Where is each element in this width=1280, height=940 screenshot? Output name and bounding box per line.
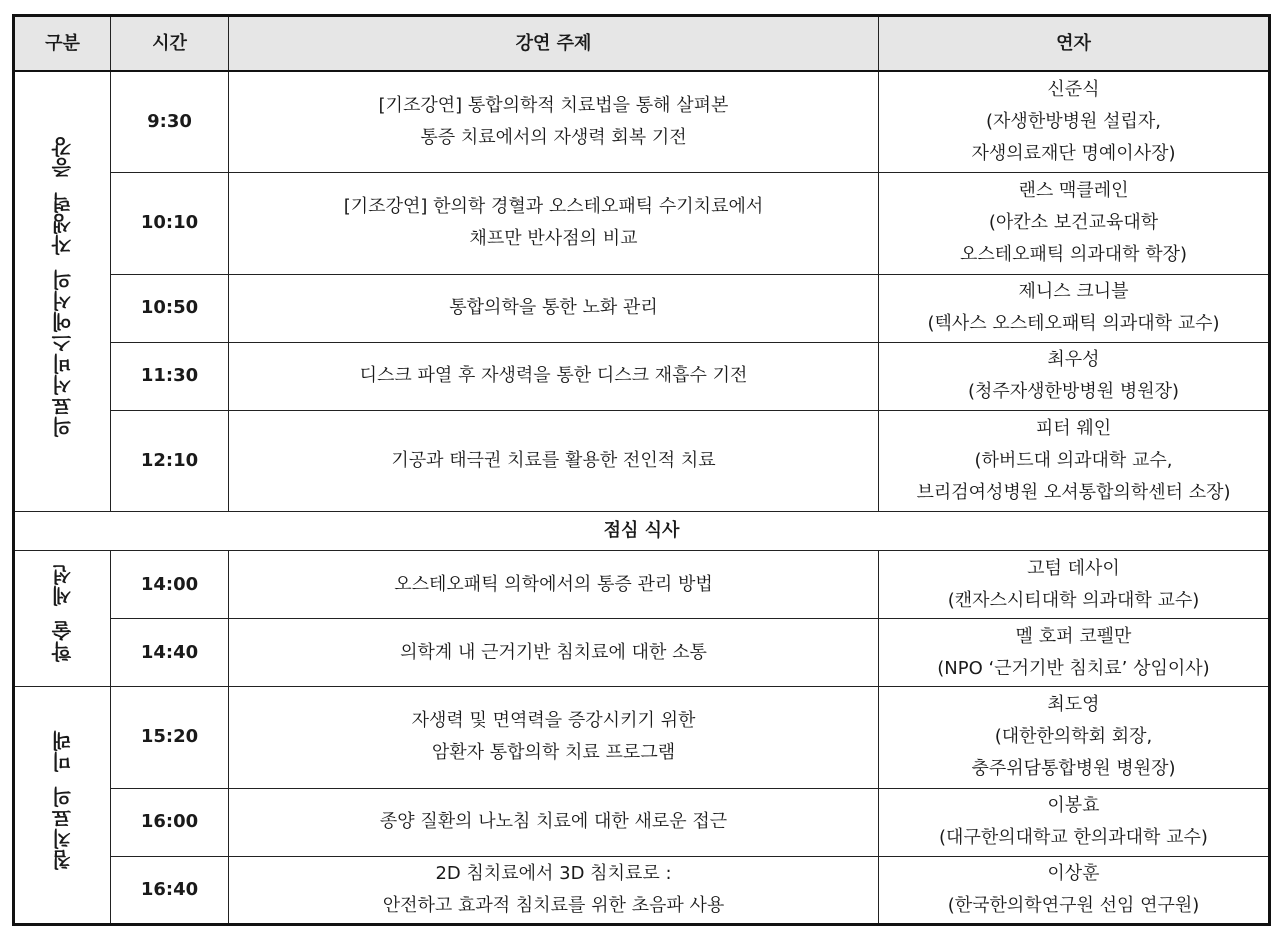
speaker-name: 이상훈: [1047, 862, 1100, 884]
topic-line: 통합의학을 통한 노화 관리: [449, 297, 658, 319]
topic-cell: [229, 687, 879, 789]
section-label: 침치료의 미래: [50, 729, 75, 870]
time-cell: 9:30: [111, 71, 229, 173]
table-row: [14, 410, 1270, 512]
speaker-affiliation: (청주자생한방병원 병원장): [967, 381, 1180, 403]
table-row: [14, 274, 1270, 342]
topic-cell: [229, 619, 879, 687]
speaker-name: 신준식: [1047, 79, 1100, 101]
topic-line: 기공과 태극권 치료를 활용한 전인적 치료: [391, 450, 716, 472]
header-row: [14, 16, 1270, 72]
topic-line: 오스테오패틱 의학에서의 통증 관리 방법: [394, 573, 713, 595]
topic-line: 암환자 통합의학 치료 프로그램: [431, 742, 676, 764]
lunch-cell: 점심 식사: [14, 512, 1270, 551]
speaker-cell: [879, 856, 1270, 924]
speaker-cell: [879, 619, 1270, 687]
topic-line: 2D 침치료에서 3D 침치료로 :: [435, 862, 672, 884]
speaker-cell: [879, 71, 1270, 173]
topic-cell: [229, 342, 879, 410]
table-row: [14, 342, 1270, 410]
topic-line: 자생력 및 면역력을 증강시키기 위한: [411, 710, 696, 732]
speaker-name: 제니스 크니블: [1018, 281, 1129, 303]
speaker-cell: [879, 173, 1270, 275]
speaker-affiliation: (대구한의대학교 한의과대학 교수): [939, 827, 1208, 849]
speaker-affiliation: 충주위담통합병원 병원장): [971, 758, 1176, 780]
speaker-affiliation: (캔자스시티대학 의과대학 교수): [947, 589, 1200, 611]
header-time: 시간: [111, 16, 229, 72]
topic-cell: [229, 410, 879, 512]
section-label: 의료서비스에서의 자생력 증강: [50, 135, 75, 437]
table-row: [14, 619, 1270, 687]
time-cell: 12:10: [111, 410, 229, 512]
program-schedule-table: [12, 14, 1271, 926]
speaker-affiliation: 브리검여성병원 오셔통합의학센터 소장): [916, 482, 1231, 504]
table-row: [14, 856, 1270, 924]
speaker-name: 피터 웨인: [1035, 418, 1112, 440]
speaker-cell: [879, 410, 1270, 512]
speaker-affiliation: 자생의료재단 명예이사장): [971, 143, 1176, 165]
speaker-affiliation: (하버드대 의과대학 교수,: [974, 450, 1173, 472]
section-label: 학술 세션: [50, 564, 75, 663]
time-cell: 10:50: [111, 274, 229, 342]
speaker-name: 고텀 데사이: [1027, 557, 1120, 579]
section-cell: [14, 71, 111, 512]
table-row: [14, 173, 1270, 275]
time-cell: 11:30: [111, 342, 229, 410]
topic-cell: [229, 274, 879, 342]
time-cell: 10:10: [111, 173, 229, 275]
table-row: [14, 551, 1270, 619]
topic-cell: [229, 551, 879, 619]
speaker-cell: [879, 687, 1270, 789]
speaker-cell: [879, 342, 1270, 410]
time-cell: 16:40: [111, 856, 229, 924]
topic-line: 의학계 내 근거기반 침치료에 대한 소통: [400, 641, 707, 663]
section-cell: [14, 687, 111, 925]
topic-line: 디스크 파열 후 자생력을 통한 디스크 재흡수 기전: [359, 365, 748, 387]
time-cell: 14:40: [111, 619, 229, 687]
speaker-name: 최우성: [1047, 349, 1100, 371]
speaker-cell: [879, 274, 1270, 342]
topic-line: 종양 질환의 나노침 치료에 대한 새로운 접근: [379, 811, 728, 833]
time-cell: 16:00: [111, 788, 229, 856]
topic-line: [기조강연] 통합의학적 치료법을 통해 살펴본: [378, 95, 729, 117]
topic-cell: [229, 856, 879, 924]
speaker-name: 이봉효: [1047, 795, 1100, 817]
header-section: 구분: [14, 16, 111, 72]
header-topic: 강연 주제: [229, 16, 879, 72]
topic-line: 안전하고 효과적 침치료를 위한 초음파 사용: [382, 894, 725, 916]
speaker-affiliation: 오스테오패틱 의과대학 학장): [959, 244, 1188, 266]
table-row: [14, 788, 1270, 856]
topic-cell: [229, 173, 879, 275]
speaker-name: 랜스 맥클레인: [1018, 180, 1129, 202]
speaker-name: 최도영: [1047, 694, 1100, 716]
speaker-affiliation: (아칸소 보건교육대학: [988, 212, 1159, 234]
time-cell: 14:00: [111, 551, 229, 619]
time-cell: 15:20: [111, 687, 229, 789]
topic-line: 통증 치료에서의 자생력 회복 기전: [420, 127, 687, 149]
speaker-affiliation: (텍사스 오스테오패틱 의과대학 교수): [927, 313, 1220, 335]
topic-line: [기조강연] 한의학 경혈과 오스테오패틱 수기치료에서: [343, 196, 764, 218]
topic-line: 채프만 반사점의 비교: [469, 228, 638, 250]
topic-cell: [229, 788, 879, 856]
speaker-cell: [879, 788, 1270, 856]
speaker-cell: [879, 551, 1270, 619]
speaker-affiliation: (한국한의학연구원 선임 연구원): [947, 894, 1200, 916]
section-cell: [14, 551, 111, 687]
speaker-affiliation: (대한한의학회 회장,: [994, 726, 1153, 748]
lunch-row: [14, 512, 1270, 551]
topic-cell: [229, 71, 879, 173]
table-row: [14, 71, 1270, 173]
speaker-name: 멜 호퍼 코펠만: [1015, 625, 1132, 647]
speaker-affiliation: (NPO ‘근거기반 침치료’ 상임이사): [937, 657, 1210, 679]
header-speaker: 연자: [879, 16, 1270, 72]
table-row: [14, 687, 1270, 789]
speaker-affiliation: (자생한방병원 설립자,: [986, 111, 1161, 133]
